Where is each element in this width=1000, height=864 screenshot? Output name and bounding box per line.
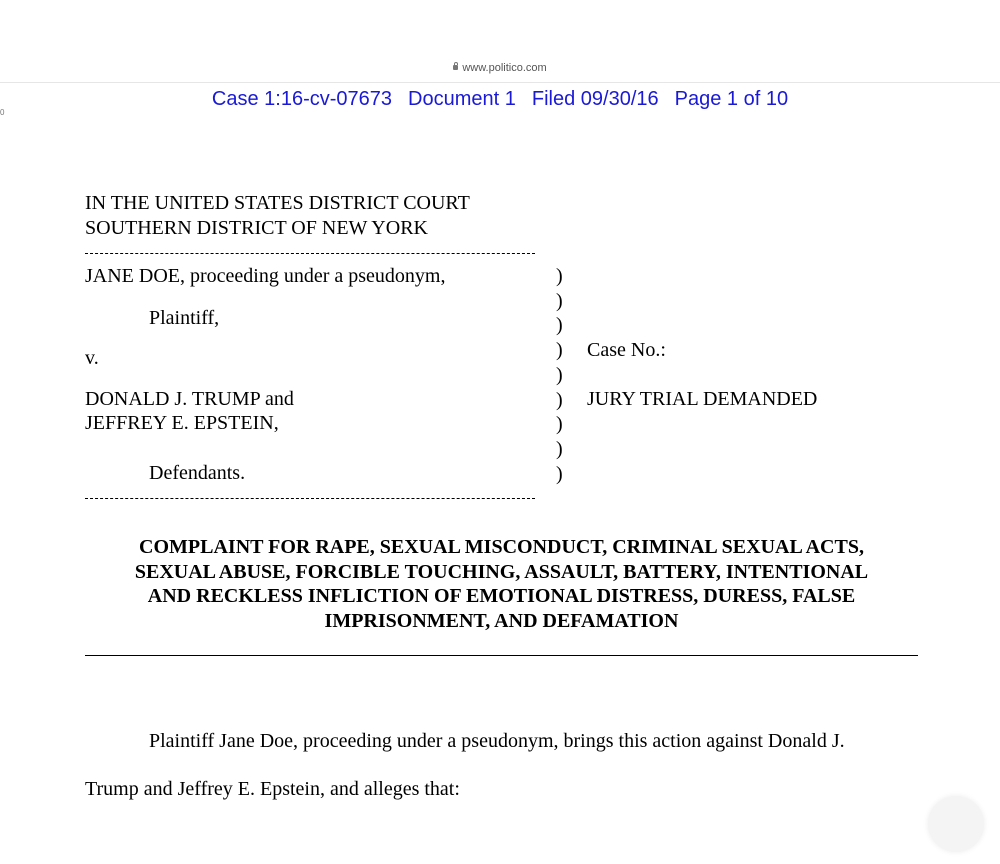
scroll-button[interactable]: [928, 796, 984, 852]
address-bar[interactable]: [0, 58, 1000, 83]
edge-mark: 0: [0, 108, 5, 117]
title-line-1: COMPLAINT FOR RAPE, SEXUAL MISCONDUCT, CRIMINAL SEXUAL ACTS,: [139, 536, 864, 558]
title-rule: [85, 655, 918, 656]
defendant-2: JEFFREY E. EPSTEIN,: [85, 412, 279, 434]
title-line-2: SEXUAL ABUSE, FORCIBLE TOUCHING, ASSAULT, BATTERY, INTENTIONAL: [134, 560, 869, 583]
body-line-2: Trump and Jeffrey E. Epstein, and alleges that:: [85, 778, 460, 800]
case-number-label: Case No.:: [587, 339, 666, 361]
title-line-4: IMPRISONMENT, AND DEFAMATION: [324, 609, 679, 632]
court-line-2: SOUTHERN DISTRICT OF NEW YORK: [85, 217, 428, 239]
paren: ): [556, 339, 563, 362]
paren: ): [556, 388, 563, 411]
url-text: www.politico.com: [462, 62, 547, 74]
case-number: Case 1:16-cv-07673: [211, 88, 393, 110]
jury-trial-demanded: JURY TRIAL DEMANDED: [587, 388, 818, 410]
paren: ): [556, 363, 563, 386]
defendant-1: DONALD J. TRUMP and: [85, 388, 294, 410]
plaintiff-name: JANE DOE, proceeding under a pseudonym,: [85, 265, 446, 287]
plaintiff-role: Plaintiff,: [149, 307, 220, 329]
document-number: Document 1: [408, 88, 516, 110]
lock-icon: [453, 65, 458, 70]
paren: ): [556, 265, 563, 287]
body-line-1: Plaintiff Jane Doe, proceeding under a pseudonym, brings this action against Donald J.: [149, 730, 845, 752]
paren: ): [556, 437, 563, 460]
case-header: [0, 88, 1000, 111]
versus: v.: [85, 347, 99, 369]
caption-bottom-divider: [85, 492, 535, 506]
caption-parentheses: [556, 264, 563, 486]
complaint-title: [85, 535, 918, 633]
page-indicator: Page 1 of 10: [674, 88, 789, 110]
paren: ): [556, 413, 563, 436]
defendant-role: Defendants.: [149, 462, 246, 484]
court-line-1: IN THE UNITED STATES DISTRICT COURT: [85, 192, 470, 214]
paren: ): [556, 462, 563, 485]
paren: ): [556, 314, 563, 337]
filed-date: Filed 09/30/16: [531, 88, 659, 110]
title-line-3: AND RECKLESS INFLICTION OF EMOTIONAL DISTRESS, DURESS, FALSE: [147, 585, 856, 607]
paren: ): [556, 289, 563, 312]
caption-top-divider: [85, 247, 535, 261]
court-name: [85, 191, 470, 241]
